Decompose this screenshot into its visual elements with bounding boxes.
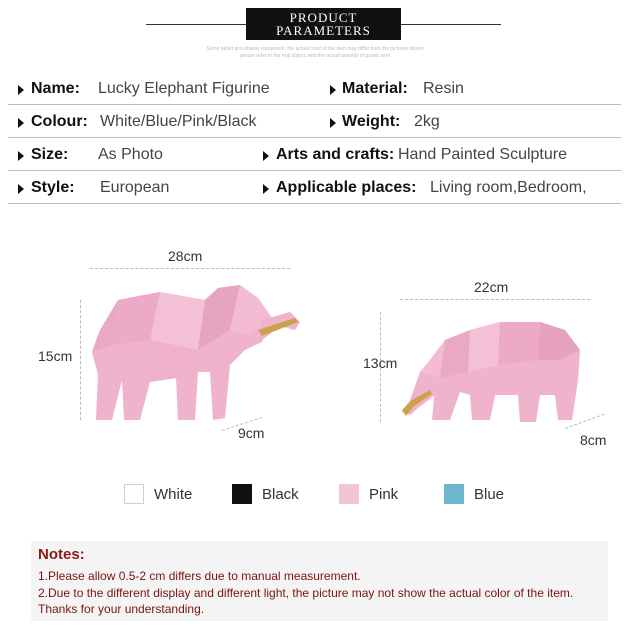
param-label: Style: bbox=[31, 179, 75, 196]
swatch-label: Black bbox=[262, 486, 299, 503]
section-title-line1: PRODUCT bbox=[289, 10, 358, 25]
bullet-arrow-icon bbox=[330, 118, 336, 128]
fine-print-line1: Some tablet and display equipment, the actual color of the item may differ from the pictures shown bbox=[206, 46, 424, 52]
note-line-2: 2.Due to the different display and different light, the picture may not show the actual color of the item. bbox=[38, 586, 574, 600]
small-elephant-body bbox=[402, 322, 580, 422]
small-width-guide bbox=[400, 299, 590, 300]
swatch-pink bbox=[339, 484, 359, 504]
bullet-arrow-icon bbox=[330, 85, 336, 95]
header-rule-left bbox=[146, 24, 246, 25]
small-width-label: 22cm bbox=[474, 279, 509, 295]
param-value: European bbox=[100, 179, 170, 196]
header-rule-right bbox=[401, 24, 501, 25]
small-depth-guide bbox=[565, 414, 605, 429]
swatch-label: Blue bbox=[474, 486, 505, 503]
param-value: White/Blue/Pink/Black bbox=[100, 113, 257, 130]
param-value: As Photo bbox=[98, 146, 163, 163]
bullet-arrow-icon bbox=[18, 85, 24, 95]
param-label: Colour: bbox=[31, 113, 88, 130]
large-width-label: 28cm bbox=[168, 248, 203, 264]
bullet-arrow-icon bbox=[263, 151, 269, 161]
swatch-white bbox=[124, 484, 144, 504]
param-row bbox=[8, 72, 621, 105]
bullet-arrow-icon bbox=[263, 184, 269, 194]
param-label: Name: bbox=[31, 80, 80, 97]
section-title-line2: PARAMETERS bbox=[276, 23, 371, 38]
param-value: 2kg bbox=[414, 113, 440, 130]
section-title bbox=[246, 8, 401, 40]
param-label: Applicable places: bbox=[276, 179, 417, 196]
small-height-label: 13cm bbox=[363, 355, 398, 371]
param-row bbox=[8, 171, 621, 204]
large-height-label: 15cm bbox=[38, 348, 73, 364]
swatch-label: White bbox=[154, 486, 193, 503]
large-elephant-body bbox=[92, 285, 300, 420]
param-row bbox=[8, 105, 621, 138]
param-label: Weight: bbox=[342, 113, 401, 130]
large-width-guide bbox=[90, 268, 290, 269]
note-line-3: Thanks for your understanding. bbox=[38, 602, 205, 616]
notes-panel bbox=[31, 541, 608, 621]
param-value: Hand Painted Sculpture bbox=[398, 146, 567, 163]
bullet-arrow-icon bbox=[18, 151, 24, 161]
bullet-arrow-icon bbox=[18, 184, 24, 194]
fine-print bbox=[200, 46, 430, 60]
param-value: Resin bbox=[423, 80, 464, 97]
large-depth-label: 9cm bbox=[238, 425, 265, 441]
fine-print-line2: please refer to the real object, with the actual quantity of goods sent bbox=[240, 53, 390, 59]
param-label: Arts and crafts: bbox=[276, 146, 395, 163]
large-height-guide bbox=[80, 300, 81, 420]
param-label: Material: bbox=[342, 80, 408, 97]
notes-title: Notes: bbox=[38, 546, 85, 563]
swatch-label: Pink bbox=[369, 486, 399, 503]
swatch-black bbox=[232, 484, 252, 504]
bullet-arrow-icon bbox=[18, 118, 24, 128]
param-value: Living room,Bedroom, bbox=[430, 179, 587, 196]
swatch-blue bbox=[444, 484, 464, 504]
small-depth-label: 8cm bbox=[580, 432, 607, 448]
note-line-1: 1.Please allow 0.5-2 cm differs due to manual measurement. bbox=[38, 569, 361, 583]
param-value: Lucky Elephant Figurine bbox=[98, 80, 270, 97]
param-row bbox=[8, 138, 621, 171]
param-label: Size: bbox=[31, 146, 69, 163]
